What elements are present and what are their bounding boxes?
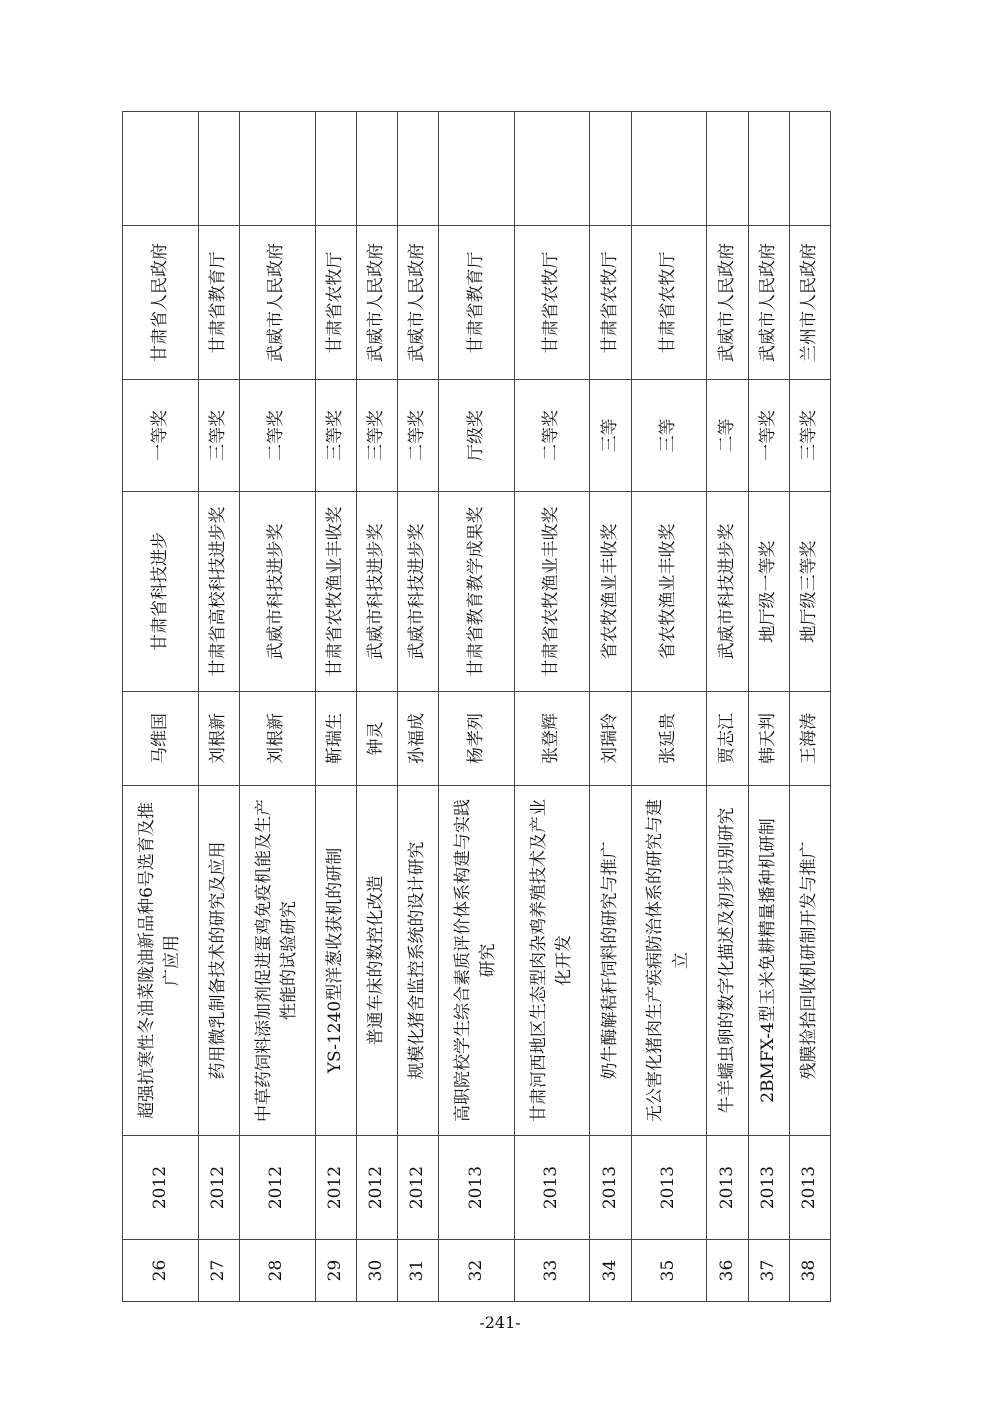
cell-number: 30 — [356, 1240, 397, 1302]
cell-award-type: 甘肃省农牧渔业丰收奖 — [514, 492, 590, 692]
cell-person: 刘根新 — [239, 692, 315, 786]
cell-award-type: 省农牧渔业丰收奖 — [631, 492, 707, 692]
cell-project: 中草药饲料添加剂促进蛋鸡免疫机能及生产性能的试验研究 — [239, 786, 315, 1136]
cell-issuing-org: 甘肃省人民政府 — [123, 226, 199, 380]
cell-person: 马维国 — [123, 692, 199, 786]
cell-number: 34 — [590, 1240, 631, 1302]
cell-number: 33 — [514, 1240, 590, 1302]
cell-project: 残膜捡拾回收机研制开发与推广 — [789, 786, 830, 1136]
table-row — [514, 112, 590, 1302]
cell-award-level: 一等奖 — [748, 380, 789, 492]
cell-note — [748, 112, 789, 226]
cell-award-level: 二等奖 — [514, 380, 590, 492]
cell-person: 孙福成 — [397, 692, 438, 786]
cell-award-type: 甘肃省农牧渔业丰收奖 — [315, 492, 356, 692]
cell-note — [707, 112, 748, 226]
cell-number: 36 — [707, 1240, 748, 1302]
cell-award-type: 武威市科技进步奖 — [239, 492, 315, 692]
cell-year: 2012 — [315, 1136, 356, 1240]
page-number: -241- — [479, 1313, 521, 1332]
cell-project: 药用微乳制备技术的研究及应用 — [198, 786, 239, 1136]
cell-award-type: 省农牧渔业丰收奖 — [590, 492, 631, 692]
cell-award-type: 武威市科技进步奖 — [707, 492, 748, 692]
cell-year: 2013 — [514, 1136, 590, 1240]
table-row — [631, 112, 707, 1302]
cell-number: 37 — [748, 1240, 789, 1302]
cell-person: 刘瑞玲 — [590, 692, 631, 786]
cell-award-level: 三等奖 — [315, 380, 356, 492]
cell-year: 2012 — [356, 1136, 397, 1240]
awards-table — [122, 111, 831, 1302]
cell-number: 38 — [789, 1240, 830, 1302]
cell-note — [123, 112, 199, 226]
cell-issuing-org: 甘肃省农牧厅 — [590, 226, 631, 380]
cell-person: 张登辉 — [514, 692, 590, 786]
cell-award-type: 武威市科技进步奖 — [356, 492, 397, 692]
cell-issuing-org: 甘肃省农牧厅 — [514, 226, 590, 380]
cell-issuing-org: 武威市人民政府 — [356, 226, 397, 380]
cell-person: 靳瑞生 — [315, 692, 356, 786]
cell-issuing-org: 甘肃省农牧厅 — [631, 226, 707, 380]
cell-issuing-org: 武威市人民政府 — [397, 226, 438, 380]
cell-project: 牛羊蠕虫卵的数字化描述及初步识别研究 — [707, 786, 748, 1136]
cell-project: 甘肃河西地区生态型肉杂鸡养殖技术及产业化开发 — [514, 786, 590, 1136]
cell-award-level: 三等 — [631, 380, 707, 492]
cell-year: 2013 — [631, 1136, 707, 1240]
table-row — [439, 112, 515, 1302]
cell-award-type: 地厅级三等奖 — [789, 492, 830, 692]
cell-project: 高职院校学生综合素质评价体系构建与实践研究 — [439, 786, 515, 1136]
cell-person: 王海涛 — [789, 692, 830, 786]
cell-project: 普通车床的数控化改造 — [356, 786, 397, 1136]
cell-issuing-org: 武威市人民政府 — [239, 226, 315, 380]
cell-number: 28 — [239, 1240, 315, 1302]
cell-number: 35 — [631, 1240, 707, 1302]
cell-year: 2012 — [198, 1136, 239, 1240]
table-row — [356, 112, 397, 1302]
cell-award-level: 一等奖 — [123, 380, 199, 492]
cell-note — [439, 112, 515, 226]
cell-award-type: 甘肃省科技进步 — [123, 492, 199, 692]
cell-award-level: 二等 — [707, 380, 748, 492]
cell-issuing-org: 甘肃省教育厅 — [439, 226, 515, 380]
cell-issuing-org: 甘肃省教育厅 — [198, 226, 239, 380]
cell-number: 27 — [198, 1240, 239, 1302]
cell-note — [590, 112, 631, 226]
cell-project: 2BMFX-4型玉米免耕精量播种机研制 — [748, 786, 789, 1136]
cell-award-level: 厅级奖 — [439, 380, 515, 492]
cell-issuing-org: 兰州市人民政府 — [789, 226, 830, 380]
cell-year: 2013 — [590, 1136, 631, 1240]
cell-person: 张延贵 — [631, 692, 707, 786]
cell-year: 2012 — [239, 1136, 315, 1240]
cell-issuing-org: 甘肃省农牧厅 — [315, 226, 356, 380]
cell-award-level: 三等奖 — [356, 380, 397, 492]
cell-person: 韩天判 — [748, 692, 789, 786]
cell-award-type: 甘肃省高校科技进步奖 — [198, 492, 239, 692]
cell-award-level: 二等奖 — [397, 380, 438, 492]
cell-note — [315, 112, 356, 226]
cell-year: 2013 — [439, 1136, 515, 1240]
cell-project: 奶牛酶解秸秆饲料的研究与推广 — [590, 786, 631, 1136]
cell-note — [356, 112, 397, 226]
table-row — [748, 112, 789, 1302]
table-row — [707, 112, 748, 1302]
cell-year: 2012 — [397, 1136, 438, 1240]
cell-year: 2012 — [123, 1136, 199, 1240]
cell-number: 31 — [397, 1240, 438, 1302]
cell-project: 规模化猪舍监控系统的设计研究 — [397, 786, 438, 1136]
cell-number: 29 — [315, 1240, 356, 1302]
cell-award-level: 三等奖 — [789, 380, 830, 492]
rotated-table-wrapper — [122, 112, 831, 1302]
cell-award-type: 甘肃省教育教学成果奖 — [439, 492, 515, 692]
cell-award-type: 地厅级一等奖 — [748, 492, 789, 692]
cell-number: 32 — [439, 1240, 515, 1302]
cell-note — [198, 112, 239, 226]
table-row — [198, 112, 239, 1302]
table-row — [239, 112, 315, 1302]
cell-project: YS-1240型洋葱收获机的研制 — [315, 786, 356, 1136]
cell-note — [789, 112, 830, 226]
table-row — [397, 112, 438, 1302]
awards-table-body — [123, 112, 831, 1302]
cell-person: 贾志江 — [707, 692, 748, 786]
cell-issuing-org: 武威市人民政府 — [748, 226, 789, 380]
cell-award-level: 二等奖 — [239, 380, 315, 492]
cell-year: 2013 — [789, 1136, 830, 1240]
cell-award-level: 三等奖 — [198, 380, 239, 492]
cell-year: 2013 — [707, 1136, 748, 1240]
cell-number: 26 — [123, 1240, 199, 1302]
cell-project: 超强抗寒性冬油菜陇油新品种6号选育及推广应用 — [123, 786, 199, 1136]
cell-year: 2013 — [748, 1136, 789, 1240]
cell-note — [239, 112, 315, 226]
cell-note — [397, 112, 438, 226]
cell-note — [514, 112, 590, 226]
table-row — [789, 112, 830, 1302]
cell-person: 刘根新 — [198, 692, 239, 786]
cell-award-level: 三等 — [590, 380, 631, 492]
cell-award-type: 武威市科技进步奖 — [397, 492, 438, 692]
cell-person: 杨孝列 — [439, 692, 515, 786]
cell-issuing-org: 武威市人民政府 — [707, 226, 748, 380]
cell-project: 无公害化猪肉生产疾病防治体系的研究与建立 — [631, 786, 707, 1136]
cell-note — [631, 112, 707, 226]
table-row — [590, 112, 631, 1302]
table-row — [315, 112, 356, 1302]
cell-person: 钟灵 — [356, 692, 397, 786]
table-row — [123, 112, 199, 1302]
